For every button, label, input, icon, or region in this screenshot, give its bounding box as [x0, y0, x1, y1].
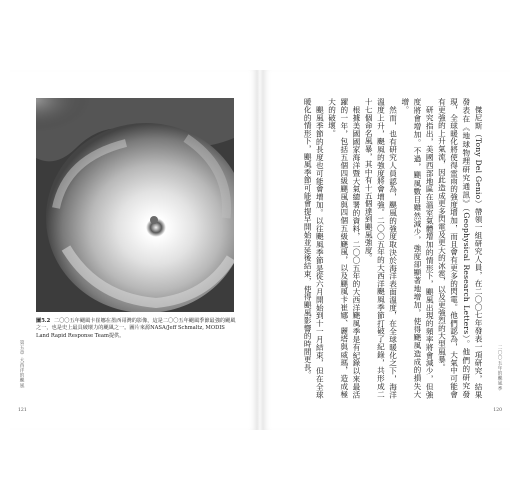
hurricane-image [36, 98, 234, 312]
right-folio: 120 [493, 408, 502, 413]
body-text [296, 98, 484, 398]
right-page [263, 70, 510, 430]
hurricane-satellite-photo [36, 98, 234, 312]
figure-number: 圖5.2 [36, 318, 51, 324]
paragraph: 然而，也有研究人員認為，颶風的強度取決於海洋表面溫度，在全球暖化之下，海洋溫度上升，颶風的強度將會增強。二〇〇五年的大西洋颶風季節打破了紀錄，共形成二十七個命名風暴，其中有十五個達到颶風強度。 [364, 98, 398, 398]
left-page [10, 70, 257, 430]
figure-caption-text: 二〇〇五年颶風卡崔娜在墨西哥灣的影像，這是二〇〇五年颶風季節最強的颶風之一，也是史上最具破壞力的颶風之一。圖片來源NASA/Jeff Schmaltz, MODIS Land Rapid Response Team提供。 [36, 318, 236, 339]
left-running-head: 第五章 大西洋的颶風 [19, 340, 24, 388]
paragraph: 研究指出，美國西部地區在溫室氣體增加的情形下，颶風出現的頻率將會減少，但強度將會增加。不過，颶風數目雖然減少，強度卻顯著地增加，使得颶風造成的損失大增。 [400, 98, 435, 398]
paragraph: 傑尼斯（Tony Del Genio）帶領一組研究人員，在二〇〇七年發表一項研究，結果發表在《地球物理研究通訊》（Geophysical Research Letters）。他們的研究發現，全球暖化將使得雷雨的強度增加，而且會有更多的閃電。他們認為，大氣中可能會有更強的上升氣流，因此造成更多閃電及更大的冰雹，以及更強烈的大型風暴。 [437, 98, 483, 398]
right-running-head: 二〇〇五年的颶風季 [497, 345, 502, 391]
book-spread [10, 70, 510, 430]
paragraph: 颶風季節的長度也可能會增加。以往颶風季節是從六月開始到十一月結束，但在全球暖化的情形下，颶風季節可能會提早開始並延後結束，使得颶風影響的時間更長。 [303, 98, 325, 398]
paragraph: 根據美國國家海洋暨大氣總署的資料，二〇〇五年的大西洋颶風季是有紀錄以來最活躍的一年，包括五個四級颶風與四個五級颶風，以及颶風卡崔娜、麗塔與威瑪，造成極大的破壞。 [327, 98, 361, 398]
figure-caption [36, 318, 236, 340]
left-folio: 121 [18, 408, 27, 413]
